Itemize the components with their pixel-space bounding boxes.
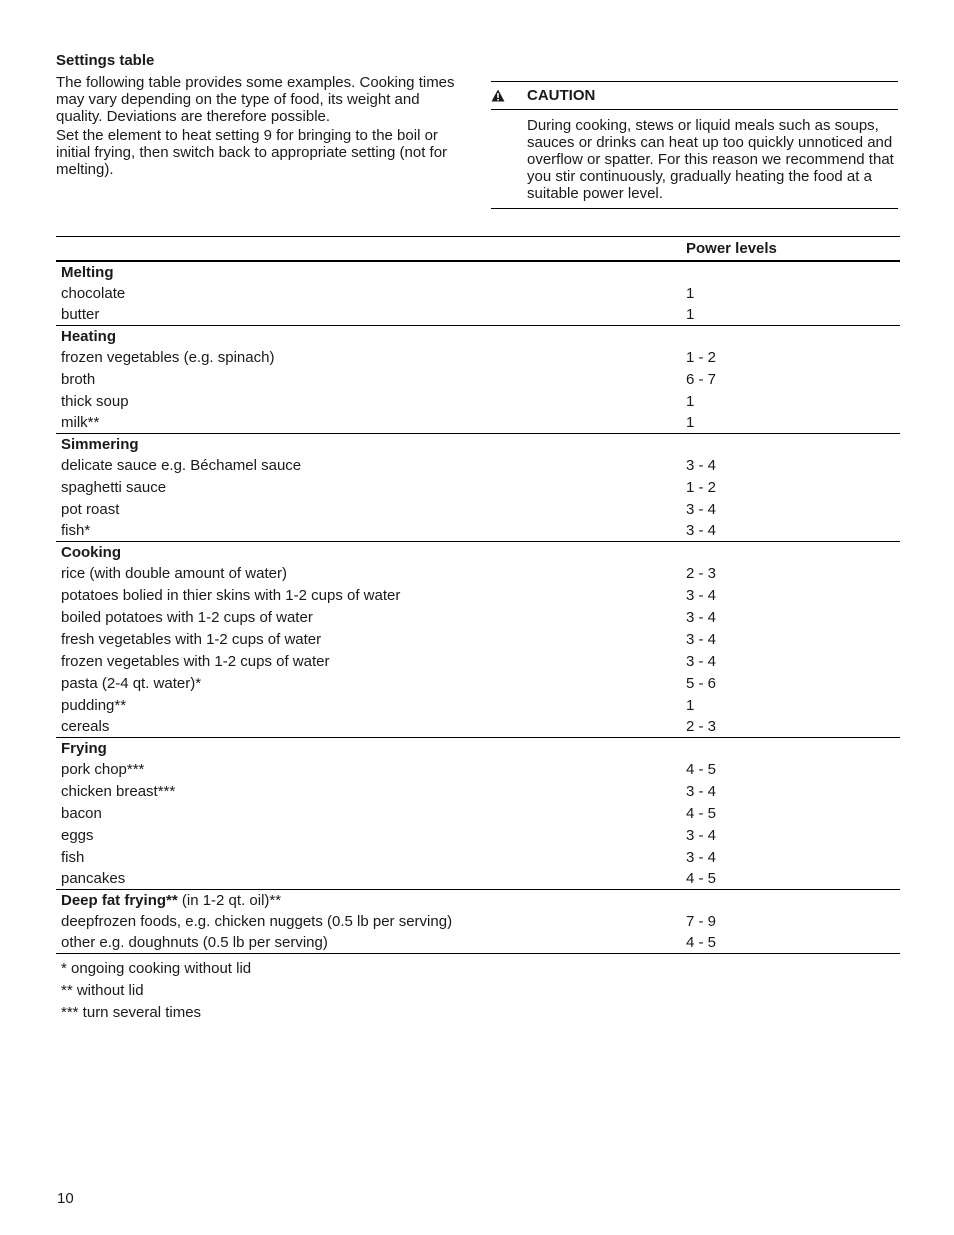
food-cell: thick soup xyxy=(61,393,129,410)
power-level-cell: 2 - 3 xyxy=(686,718,717,735)
food-cell: chocolate xyxy=(61,285,126,302)
table-row xyxy=(56,825,900,847)
power-level-cell: 2 - 3 xyxy=(686,565,717,582)
food-cell: fish xyxy=(61,849,85,866)
power-level-cell: 3 - 4 xyxy=(686,849,717,866)
power-level-cell: 6 - 7 xyxy=(686,371,717,388)
power-level-cell: 3 - 4 xyxy=(686,653,717,670)
group-title xyxy=(56,890,900,911)
food-cell: delicate sauce e.g. Béchamel sauce xyxy=(61,457,302,474)
group-title-suffix: (in 1-2 qt. oil)** xyxy=(177,892,282,909)
food-cell: pancakes xyxy=(61,870,126,887)
group-title-text: Deep fat frying** xyxy=(61,892,178,909)
table-group xyxy=(56,434,900,542)
group-title xyxy=(56,262,900,283)
intro-section xyxy=(56,52,466,180)
group-title-text: Melting xyxy=(61,264,114,281)
food-cell: frozen vegetables (e.g. spinach) xyxy=(61,349,275,366)
food-cell: chicken breast*** xyxy=(61,783,176,800)
food-cell: bacon xyxy=(61,805,102,822)
group-title xyxy=(56,326,900,347)
power-level-cell: 4 - 5 xyxy=(686,934,717,951)
power-level-cell: 4 - 5 xyxy=(686,805,717,822)
power-level-cell: 3 - 4 xyxy=(686,587,717,604)
power-level-cell: 1 - 2 xyxy=(686,479,717,496)
food-cell: potatoes bolied in thier skins with 1-2 cups of water xyxy=(61,587,401,604)
food-cell: deepfrozen foods, e.g. chicken nuggets (0.5 lb per serving) xyxy=(61,913,453,930)
table-row xyxy=(56,695,900,717)
power-level-cell: 3 - 4 xyxy=(686,522,717,539)
food-cell: boiled potatoes with 1-2 cups of water xyxy=(61,609,313,626)
food-cell: milk** xyxy=(61,414,100,431)
table-row xyxy=(56,369,900,391)
food-cell: rice (with double amount of water) xyxy=(61,565,287,582)
food-cell: fish* xyxy=(61,522,91,539)
table-row xyxy=(56,933,900,953)
food-cell: pudding** xyxy=(61,697,127,714)
intro-paragraph: The following table provides some examples. Cooking times may vary depending on the type of food, its weight and quality. Deviations are therefore possible. xyxy=(56,74,455,125)
table-row xyxy=(56,607,900,629)
table-group xyxy=(56,542,900,738)
food-cell: pasta (2-4 qt. water)* xyxy=(61,675,202,692)
power-level-cell: 4 - 5 xyxy=(686,761,717,778)
food-cell: spaghetti sauce xyxy=(61,479,167,496)
settings-table xyxy=(56,236,900,954)
food-cell: cereals xyxy=(61,718,110,735)
footnote: * ongoing cooking without lid xyxy=(61,960,252,977)
power-level-cell: 3 - 4 xyxy=(686,631,717,648)
table-row xyxy=(56,629,900,651)
caution-text: During cooking, stews or liquid meals such as soups, sauces or drinks can heat up too quickly unnoticed and overflow or spatter. For this reason we recommend that you stir continuously, gradually heating the food at a suitable power level. xyxy=(527,117,894,202)
food-cell: pot roast xyxy=(61,501,120,518)
warning-triangle-icon xyxy=(491,89,527,102)
power-level-cell: 4 - 5 xyxy=(686,870,717,887)
power-level-cell: 3 - 4 xyxy=(686,827,717,844)
caution-box xyxy=(491,81,898,209)
table-group xyxy=(56,738,900,890)
table-row xyxy=(56,651,900,673)
power-level-cell: 5 - 6 xyxy=(686,675,717,692)
table-row xyxy=(56,911,900,933)
group-title-text: Heating xyxy=(61,328,117,345)
table-row xyxy=(56,781,900,803)
food-cell: butter xyxy=(61,306,100,323)
group-title-text: Simmering xyxy=(61,436,139,453)
power-level-cell: 1 xyxy=(686,285,695,302)
food-cell: other e.g. doughnuts (0.5 lb per serving) xyxy=(61,934,328,951)
power-level-cell: 1 xyxy=(686,697,695,714)
section-heading: Settings table xyxy=(56,52,155,69)
table-row xyxy=(56,455,900,477)
power-level-cell: 1 - 2 xyxy=(686,349,717,366)
table-row xyxy=(56,803,900,825)
group-title xyxy=(56,434,900,455)
column-header-power: Power levels xyxy=(686,240,777,257)
food-cell: fresh vegetables with 1-2 cups of water xyxy=(61,631,322,648)
table-group xyxy=(56,890,900,954)
power-level-cell: 3 - 4 xyxy=(686,457,717,474)
caution-header xyxy=(491,82,898,110)
table-row xyxy=(56,477,900,499)
page-number: 10 xyxy=(57,1190,74,1207)
table-group xyxy=(56,326,900,434)
table-row xyxy=(56,847,900,869)
power-level-cell: 3 - 4 xyxy=(686,501,717,518)
footnote: ** without lid xyxy=(61,982,144,999)
caution-title: CAUTION xyxy=(527,87,596,104)
table-row xyxy=(56,585,900,607)
intro-paragraph: Set the element to heat setting 9 for bringing to the boil or initial frying, then switch back to appropriate setting (not for melting). xyxy=(56,127,448,178)
power-level-cell: 7 - 9 xyxy=(686,913,717,930)
group-title-text: Frying xyxy=(61,740,107,757)
footnotes xyxy=(61,958,251,1024)
table-header xyxy=(56,237,900,262)
power-level-cell: 3 - 4 xyxy=(686,609,717,626)
power-level-cell: 1 xyxy=(686,393,695,410)
table-row xyxy=(56,305,900,325)
table-row xyxy=(56,563,900,585)
power-level-cell: 1 xyxy=(686,414,695,431)
food-cell: pork chop*** xyxy=(61,761,145,778)
power-level-cell: 3 - 4 xyxy=(686,783,717,800)
food-cell: broth xyxy=(61,371,96,388)
table-group xyxy=(56,262,900,326)
table-row xyxy=(56,759,900,781)
table-row xyxy=(56,283,900,305)
food-cell: frozen vegetables with 1-2 cups of water xyxy=(61,653,330,670)
table-row xyxy=(56,347,900,369)
table-row xyxy=(56,499,900,521)
food-cell: eggs xyxy=(61,827,94,844)
power-level-cell: 1 xyxy=(686,306,695,323)
table-row xyxy=(56,413,900,433)
group-title-text: Cooking xyxy=(61,544,121,561)
table-row xyxy=(56,673,900,695)
group-title xyxy=(56,542,900,563)
table-row xyxy=(56,869,900,889)
table-row xyxy=(56,717,900,737)
table-row xyxy=(56,521,900,541)
group-title xyxy=(56,738,900,759)
table-row xyxy=(56,391,900,413)
footnote: *** turn several times xyxy=(61,1004,202,1021)
